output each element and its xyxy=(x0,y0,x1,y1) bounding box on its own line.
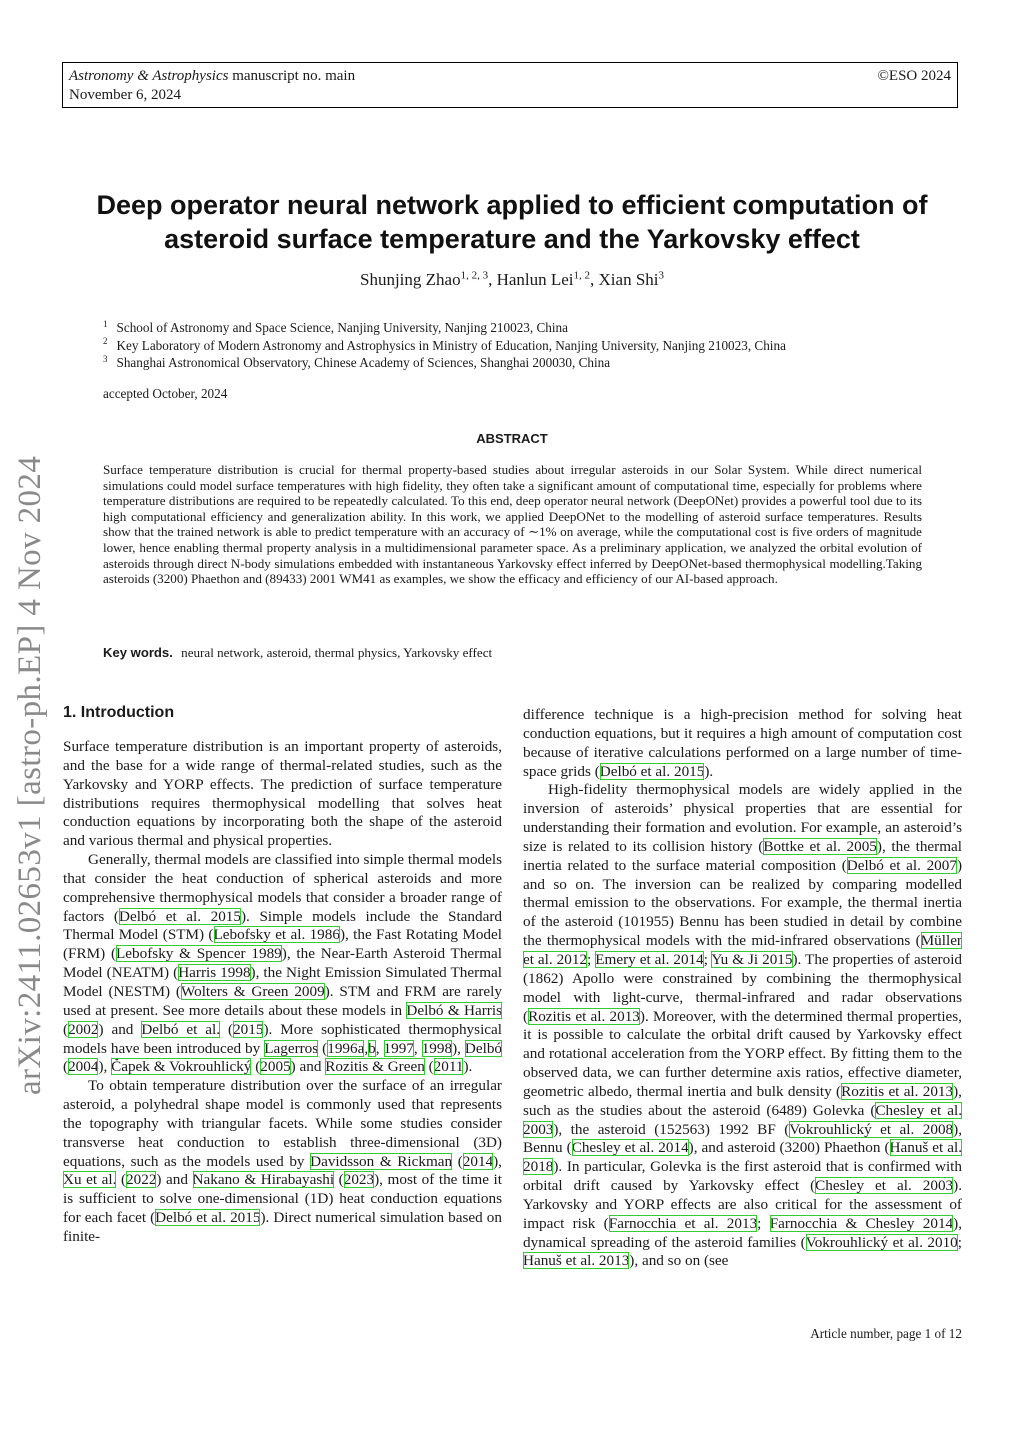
text-run: ). Moreover, with the determined thermal properties, it is possible to calculate the orbital drift caused by Yarkovsky effect and rotational acceleration from the YORP effect. By fitting them to the observed data, we can further determine axis ratios, effective diameter, geometric albedo, thermal inertia and bulk density ( xyxy=(523,1007,962,1100)
citation-link[interactable]: Rozitis et al. 2013 xyxy=(841,1082,954,1100)
text-run: ). STM and FRM are rarely used at present. See more details about these models in xyxy=(63,982,502,1019)
text-run: Generally, thermal models are classified into simple thermal models that consider the heat conduction of spherical asteroids and more comprehensive thermophysical models that consider a broader range of factors ( xyxy=(63,851,502,925)
citation-link[interactable]: Čapek & Vokrouhlický xyxy=(111,1058,252,1076)
citation-link[interactable]: Vokrouhlický et al. 2010 xyxy=(805,1233,958,1251)
paragraph: To obtain temperature distribution over the surface of an irregular asteroid, a polyhedral shape model is commonly used that represents the topography with triangular facets. While some studies consider transverse heat conduction to establish three-dimensional (3D) equations, such as the models used by Davidsson & Rickman (2014), Xu et al. (2022) and Nakano & Hirabayashi (2023), most of the time it is sufficient to solve one-dimensional (1D) heat conduction equations for each facet (Delbó et al. 2015). Direct numerical simulation based on finite- xyxy=(63,1077,502,1245)
citation-link[interactable]: Wolters & Green 2009 xyxy=(181,982,325,1000)
paper-title xyxy=(62,188,962,256)
citation-link[interactable]: Chesley et al. 2003 xyxy=(523,1101,962,1138)
author-list: Shunjing Zhao$^{1, 2, 3}$, Hanlun Lei$^{1, 2}$, Xian Shi$^3$ xyxy=(359,269,665,289)
paragraph: difference technique is a high-precision method for solving heat conduction equations, but it requires a high amount of computation cost because of iterative calculations performed on a large number of time-space grids (Delbó et al. 2015). xyxy=(523,706,962,780)
citation-link[interactable]: Vokrouhlický et al. 2008 xyxy=(789,1120,954,1138)
author-affiliation: 3 xyxy=(658,269,665,282)
journal-header-box xyxy=(62,62,958,108)
manuscript-no: manuscript no. main xyxy=(232,68,356,84)
text-run: and xyxy=(295,1058,326,1076)
citation-link[interactable]: Delbó et al. 2015 xyxy=(155,1209,261,1227)
citation-link[interactable]: Delbó xyxy=(464,1039,503,1057)
author-name: Xian Shi xyxy=(598,270,659,289)
text-run: ). The properties of asteroid (1862) Apollo were constrained by combining the thermophysical model with light-curve, thermal-infrared and radar observations ( xyxy=(523,950,963,1025)
citation-link[interactable]: Lagerros xyxy=(264,1039,319,1057)
text-run: ), the Fast Rotating Model (FRM) ( xyxy=(63,926,502,963)
citation-link[interactable]: 1996a xyxy=(327,1039,365,1057)
text-run: High-fidelity thermophysical models are widely applied in the inversion of asteroids’ physical properties that are essential for understanding their formation and evolution. For example, an asteroid’s size is related to its collision history ( xyxy=(523,781,962,855)
text-run: ). Yarkovsky and YORP effects are also critical for the assessment of impact risk ( xyxy=(523,1177,962,1232)
text-run: ), dynamical spreading of the asteroid families ( xyxy=(523,1214,962,1251)
citation-link[interactable]: Delbó et al. 2015 xyxy=(118,907,241,925)
citation-link[interactable]: 2002 xyxy=(68,1020,99,1038)
author-name: Shunjing Zhao xyxy=(359,270,461,289)
author-affiliation: 1, 2, 3 xyxy=(460,269,489,282)
text-run: ), the asteroid (152563) 1992 BF ( xyxy=(553,1120,790,1138)
title-line-2: asteroid surface temperature and the Yarkovsky effect xyxy=(164,224,860,254)
text-run: . More sophisticated thermophysical models have been introduced by xyxy=(63,1020,502,1057)
citation-link[interactable]: 1998 xyxy=(421,1039,453,1057)
author-name: Hanlun Lei xyxy=(496,270,574,289)
citation-link[interactable]: Davidsson & Rickman xyxy=(310,1152,453,1170)
text-run: ), Bennu ( xyxy=(523,1120,963,1157)
citation-link[interactable]: Müller et al. 2012 xyxy=(523,932,962,968)
citation-link[interactable]: Delbó et al. 2015 xyxy=(599,762,705,780)
affiliation-item xyxy=(103,354,786,372)
citation-link[interactable]: 2022 xyxy=(126,1171,157,1189)
affiliation-number: 3 xyxy=(103,353,108,364)
keywords-line xyxy=(103,645,492,661)
citation-link[interactable]: 2004 xyxy=(68,1058,99,1076)
text-run: To obtain temperature distribution over the surface of an irregular asteroid, a polyhedral shape model is commonly used that represents the topography with triangular facets. While some studies consider transverse heat conduction to establish three-dimensional (3D) equations, such as the models used by xyxy=(63,1077,502,1170)
title-line-1: Deep operator neural network applied to efficient computation of xyxy=(96,190,928,220)
citation-link[interactable]: 1997 xyxy=(383,1039,414,1057)
journal-name: Astronomy & Astrophysics xyxy=(69,68,229,84)
citation-link[interactable]: Delbó et al. 2007 xyxy=(846,856,957,874)
keywords-label: Key words. xyxy=(103,645,173,660)
text-run: difference technique is a high-precision method for solving heat conduction equations, but it requires a high amount of computation cost because of iterative calculations performed on a large number of time-space grids ( xyxy=(523,706,962,780)
paragraph: Surface temperature distribution is an important property of asteroids, and the base for a wide range of thermal-related studies, such as the Yarkovsky and YORP effects. The prediction of surface temperature distributions requires thermophysical modelling that solves heat conduction equations by incorporating both the shape of the asteroid and various thermal and physical properties. xyxy=(63,738,502,850)
author-affiliation: 1, 2 xyxy=(573,269,591,282)
citation-link[interactable]: Farnocchia et al. 2013 xyxy=(608,1214,758,1232)
text-run: ), and so on (see xyxy=(629,1252,729,1270)
keywords-text: neural network, asteroid, thermal physics, Yarkovsky effect xyxy=(181,645,493,660)
citation-link[interactable]: 2023 xyxy=(343,1171,375,1189)
citation-link[interactable]: Chesley et al. 2014 xyxy=(571,1139,689,1157)
text-run: ), the thermal inertia related to the surface material composition ( xyxy=(523,837,963,874)
abstract-heading: ABSTRACT xyxy=(476,431,548,446)
citation-link[interactable]: 2005 xyxy=(260,1058,291,1076)
text-run: ), such as the studies about the asteroid (6489) Golevka ( xyxy=(523,1082,962,1119)
header-copyright: ©ESO 2024 xyxy=(877,68,951,84)
arxiv-stamp[interactable]: arXiv:2411.02653v1 [astro-ph.EP] 4 Nov 2024 xyxy=(12,455,48,1095)
paragraph: High-fidelity thermophysical models are widely applied in the inversion of asteroids’ physical properties that are essential for understanding their formation and evolution. For example, an asteroid’s size is related to its collision history (Bottke et al. 2005), the thermal inertia related to the surface material composition (Delbó et al. 2007) and so on. The inversion can be realized by comparing modelled thermal emission to the observations. For example, the thermal inertia of the asteroid (101955) Bennu has been studied in detail by combine the thermophysical models with the mid-infrared observations (Müller et al. 2012; Emery et al. 2014; Yu & Ji 2015). The properties of asteroid (1862) Apollo were constrained by combining the thermophysical model with light-curve, thermal-infrared and radar observations (Rozitis et al. 2013). Moreover, with the determined thermal properties, it is possible to calculate the orbital drift caused by Yarkovsky effect and rotational acceleration from the YORP effect. By fitting them to the observed data, we can further determine axis ratios, effective diameter, geometric albedo, thermal inertia and bulk density (Rozitis et al. 2013), such as the studies about the asteroid (6489) Golevka (Chesley et al. 2003), the asteroid (152563) 1992 BF (Vokrouhlický et al. 2008), Bennu (Chesley et al. 2014), and asteroid (3200) Phaethon (Hanuš et al. 2018). In particular, Golevka is the first asteroid that is confirmed with orbital drift caused by Yarkovsky effect (Chesley et al. 2003). Yarkovsky and YORP effects are also critical for the assessment of impact risk (Farnocchia et al. 2013; Farnocchia & Chesley 2014), dynamical spreading of the asteroid families (Vokrouhlický et al. 2010; Hanuš et al. 2013), and so on (see xyxy=(523,781,963,1270)
text-run: and xyxy=(103,1020,142,1038)
text-run: ), the Near-Earth Asteroid Thermal Model (NEATM) ( xyxy=(63,945,502,982)
text-run: ), and asteroid (3200) Phaethon ( xyxy=(688,1139,890,1157)
affiliation-text: School of Astronomy and Space Science, Nanjing University, Nanjing 210023, China xyxy=(116,320,568,335)
paragraph: Generally, thermal models are classified into simple thermal models that consider the heat conduction of spherical asteroids and more comprehensive thermophysical models that consider a broader range of factors (Delbó et al. 2015). Simple models include the Standard Thermal Model (STM) (Lebofsky et al. 1986), the Fast Rotating Model (FRM) (Lebofsky & Spencer 1989), the Near-Earth Asteroid Thermal Model (NEATM) (Harris 1998), the Night Emission Simulated Thermal Model (NESTM) (Wolters & Green 2009). STM and FRM are rarely used at present. See more details about these models in Delbó & Harris (2002) and Delbó et al. (2015). More sophisticated thermophysical models have been introduced by Lagerros (1996a,b, 1997, 1998), Delbó (2004), Čapek & Vokrouhlický (2005) and Rozitis & Green (2011). xyxy=(63,851,503,1076)
text-run: ). In particular, Golevka is the first asteroid that is confirmed with orbital drift caused by Yarkovsky effect ( xyxy=(523,1158,962,1195)
text-run: ). Simple models include the Standard Thermal Model (STM) ( xyxy=(63,907,502,944)
affiliation-text: Key Laboratory of Modern Astronomy and Astrophysics in Ministry of Education, Nanjing University, Nanjing 210023, China xyxy=(116,337,786,353)
page-footer: Article number, page 1 of 12 xyxy=(810,1326,962,1341)
text-run: ), the Night Emission Simulated Thermal Model (NESTM) ( xyxy=(63,964,502,1000)
citation-link[interactable]: Chesley et al. 2003 xyxy=(815,1177,954,1195)
citation-link[interactable]: Delbó et al. xyxy=(141,1020,221,1038)
affiliation-item xyxy=(103,319,786,337)
text-run: , xyxy=(457,1039,465,1057)
citation-link[interactable]: Rozitis & Green xyxy=(325,1058,425,1076)
citation-link[interactable]: Emery et al. 2014 xyxy=(595,950,704,968)
header-left xyxy=(69,67,951,86)
affiliation-item xyxy=(103,337,786,355)
citation-link[interactable]: Hanuš et al. 2013 xyxy=(523,1252,630,1270)
citation-link[interactable]: Farnocchia & Chesley 2014 xyxy=(769,1214,954,1232)
citation-link[interactable]: Delbó & Harris xyxy=(406,1001,502,1019)
abstract-text: Surface temperature distribution is crucial for thermal property-based studies about irregular asteroids in our Solar System. While direct numerical simulations could model surface temperatures with high fidelity, they often take a significant amount of computational time, especially for problems where temperature distributions are required to be repeatedly calculated. To this end, deep operator neural network (DeepONet) provides a powerful tool due to its high computational efficiency and generalization ability. In this work, we applied DeepONet to the modelling of asteroid surface temperatures. Results show that the trained network is able to predict temperature with an accuracy of ∼1% on average, while the computational cost is five orders of magnitude lower, hence enabling thermal property analysis in a multidimensional parameter space. As a preliminary application, we analyzed the orbital evolution of asteroids through direct N-body simulations embedded with instantaneous Yarkovsky effect inferred by DeepONet-based thermophysical modelling.Taking asteroids (3200) Phaethon and (89433) 2001 WM41 as examples, we show the efficacy and efficiency of our AI-based approach. xyxy=(103,462,922,587)
citation-link[interactable]: Rozitis et al. 2013 xyxy=(528,1007,640,1025)
citation-link[interactable]: 2014 xyxy=(462,1152,494,1170)
citation-link[interactable]: Yu & Ji 2015 xyxy=(711,950,793,968)
citation-link[interactable]: Xu et al. xyxy=(63,1171,117,1189)
citation-link[interactable]: Harris 1998 xyxy=(178,964,251,982)
citation-link[interactable]: Bottke et al. 2005 xyxy=(763,837,877,855)
text-run: ). Direct numerical simulation based on finite- xyxy=(63,1209,502,1245)
citation-link[interactable]: Lebofsky et al. 1986 xyxy=(213,926,340,944)
citation-link[interactable]: 2015 xyxy=(233,1020,264,1038)
citation-link[interactable]: Hanuš et al. 2018 xyxy=(523,1139,963,1176)
citation-link[interactable]: Nakano & Hirabayashi xyxy=(192,1171,335,1189)
citation-link[interactable]: b xyxy=(368,1039,376,1057)
header-date: November 6, 2024 xyxy=(69,87,182,103)
citation-link[interactable]: 2011 xyxy=(433,1058,464,1076)
affiliation-list xyxy=(103,319,786,372)
section-heading-introduction: 1. Introduction xyxy=(63,704,175,721)
accepted-date: accepted October, 2024 xyxy=(103,386,228,401)
text-run: and xyxy=(161,1171,193,1189)
affiliation-number: 2 xyxy=(103,336,108,347)
affiliation-number: 1 xyxy=(103,318,108,329)
affiliation-text: Shanghai Astronomical Observatory, Chinese Academy of Sciences, Shanghai 200030, China xyxy=(116,355,611,370)
left-column xyxy=(63,738,502,1247)
text-run: ) and so on. The inversion can be realized by comparing modelled thermal emission to the observations. For example, the thermal inertia of the asteroid (101955) Bennu has been studied in detail by combine the thermophysical models with the mid-infrared observations ( xyxy=(523,856,963,950)
citation-link[interactable]: Lebofsky & Spencer 1989 xyxy=(116,945,282,963)
text-run: , most of the time it is sufficient to solve one-dimensional (1D) heat conduction equations for each facet ( xyxy=(63,1171,502,1227)
right-column xyxy=(523,706,962,1271)
